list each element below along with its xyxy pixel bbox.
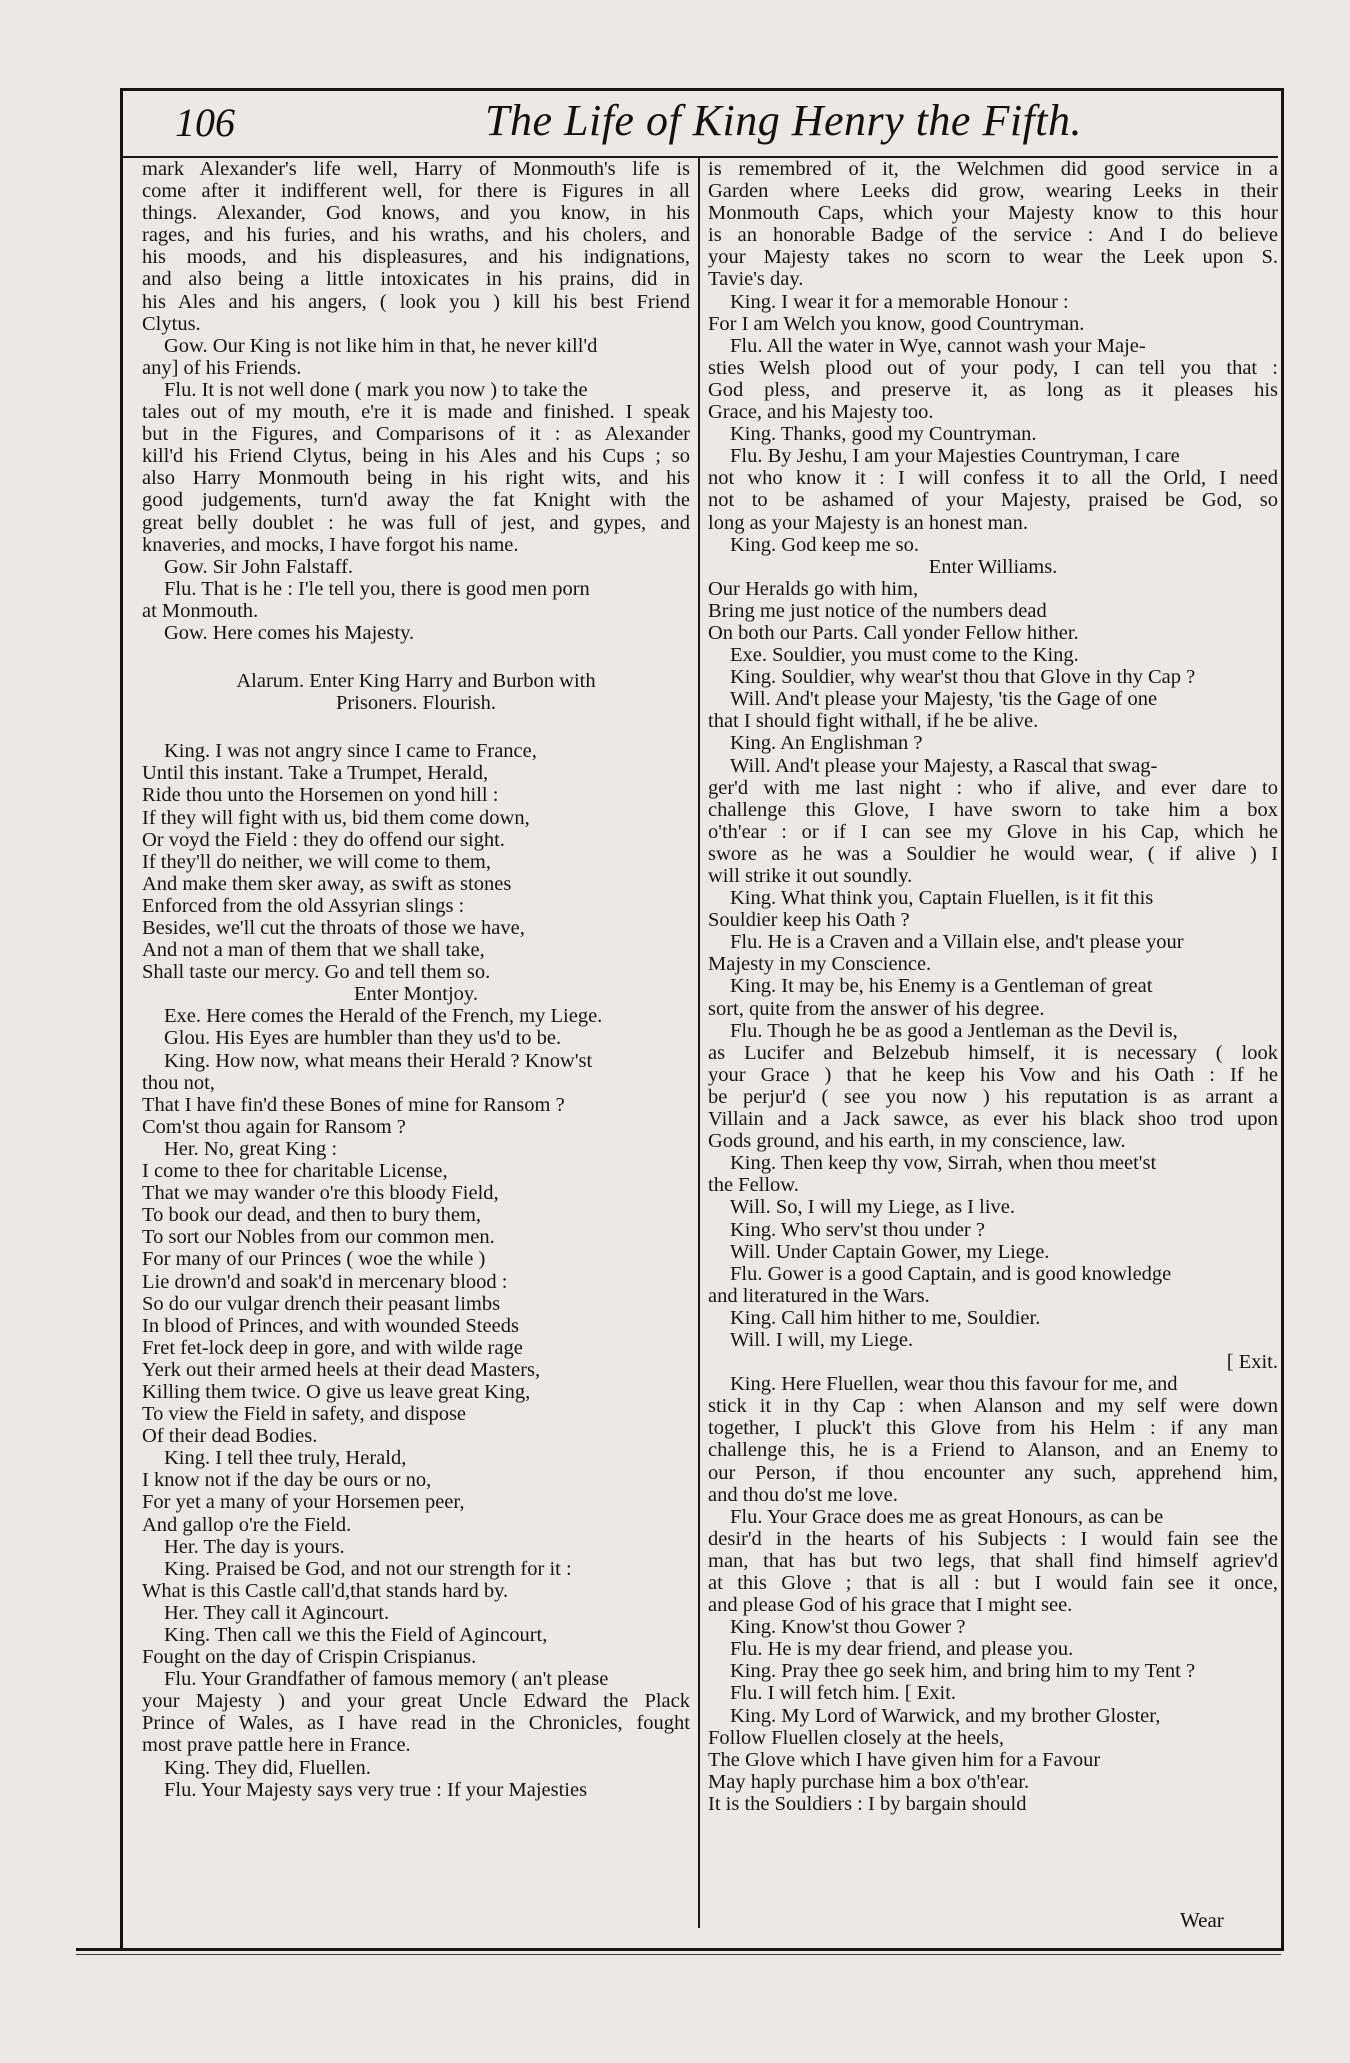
text-line: Enter Montjoy. bbox=[354, 983, 478, 1006]
text-line: Enter Williams. bbox=[928, 555, 1058, 578]
text-line: Flu. He is a Craven and a Villain else, and't please your bbox=[730, 931, 1184, 954]
text-line: tales out of my mouth, e're it is made and finished. I speak bbox=[142, 401, 690, 424]
text-line: Flu. He is my dear friend, and please you. bbox=[730, 1638, 1074, 1661]
text-line: King. How now, what means their Herald ? Know'st bbox=[164, 1049, 593, 1072]
text-line: Or voyd the Field : they do offend our sight. bbox=[142, 828, 505, 851]
text-line: I know not if the day be ours or no, bbox=[142, 1469, 432, 1492]
text-line: Yerk out their armed heels at their dead Masters, bbox=[142, 1358, 541, 1381]
text-line: Gow. Our King is not like him in that, he never kill'd bbox=[164, 334, 598, 357]
text-line: sort, quite from the answer of his degree. bbox=[708, 997, 1045, 1020]
page-number: 106 bbox=[175, 100, 235, 145]
text-line bbox=[142, 714, 690, 740]
text-line: Flu. All the water in Wye, cannot wash your Maje- bbox=[730, 334, 1146, 357]
text-line: swore as he was a Souldier he would wear, ( if alive ) I bbox=[708, 842, 1278, 865]
text-line: Prince of Wales, as I have read in the Chronicles, fought bbox=[142, 1712, 690, 1735]
text-line: and literatured in the Wars. bbox=[708, 1284, 930, 1307]
text-line: To view the Field in safety, and dispose bbox=[142, 1403, 467, 1426]
text-line: Monmouth Caps, which your Majesty know to this hour bbox=[708, 202, 1278, 225]
text-line: and please God of his grace that I might see. bbox=[708, 1594, 1073, 1617]
text-line: [ Exit. bbox=[1226, 1351, 1278, 1374]
text-line: our Person, if thou encounter any such, apprehend him, bbox=[708, 1461, 1278, 1484]
text-line: Clytus. bbox=[142, 312, 201, 335]
text-line: the Fellow. bbox=[708, 1174, 799, 1197]
text-line: King. Pray thee go seek him, and bring him to my Tent ? bbox=[730, 1660, 1196, 1683]
text-line: most prave pattle here in France. bbox=[142, 1734, 411, 1757]
text-line: Our Heralds go with him, bbox=[708, 577, 919, 600]
text-line: Her. No, great King : bbox=[164, 1137, 338, 1160]
text-line: And gallop o're the Field. bbox=[142, 1513, 352, 1536]
text-line: Of their dead Bodies. bbox=[142, 1425, 318, 1448]
text-line: Flu. That is he : I'le tell you, there is good men porn bbox=[164, 577, 590, 600]
text-line: Ride thou unto the Horsemen on yond hill : bbox=[142, 784, 499, 807]
text-line: any] of his Friends. bbox=[142, 356, 302, 379]
text-line bbox=[142, 644, 690, 670]
text-line: will strike it out soundly. bbox=[708, 865, 913, 887]
text-line: King. Know'st thou Gower ? bbox=[730, 1616, 966, 1639]
text-line: May haply purchase him a box o'th'ear. bbox=[708, 1770, 1030, 1793]
text-line: your Majesty ) and your great Uncle Edward the Plack bbox=[142, 1690, 690, 1713]
bottom-rule-thin bbox=[76, 1954, 1281, 1955]
text-line: Will. And't please your Majesty, 'tis the Gage of one bbox=[730, 688, 1158, 711]
text-line: King. An Englishman ? bbox=[730, 732, 923, 755]
text-line: your Grace ) that he keep his Vow and his Oath : If he bbox=[708, 1063, 1278, 1086]
text-line: good judgements, turn'd away the fat Knight with the bbox=[142, 489, 690, 512]
text-line: If they will fight with us, bid them come down, bbox=[142, 806, 530, 829]
text-line: Enforced from the old Assyrian slings : bbox=[142, 894, 465, 917]
text-line: On both our Parts. Call yonder Fellow hither. bbox=[708, 621, 1079, 644]
text-line: challenge this, he is a Friend to Alanson, and an Enemy to bbox=[708, 1439, 1278, 1462]
text-line: that I should fight withall, if he be alive. bbox=[708, 710, 1039, 733]
text-line: Com'st thou again for Ransom ? bbox=[142, 1115, 406, 1138]
text-line: thou not, bbox=[142, 1071, 215, 1094]
text-line: King. I tell thee truly, Herald, bbox=[164, 1447, 407, 1470]
text-line: Gow. Here comes his Majesty. bbox=[164, 621, 415, 644]
bottom-rule bbox=[76, 1948, 1281, 1951]
text-line: King. They did, Fluellen. bbox=[164, 1756, 371, 1779]
text-line: Flu. I will fetch him. [ Exit. bbox=[730, 1682, 957, 1705]
text-line: Exe. Souldier, you must come to the King. bbox=[730, 644, 1079, 667]
text-line: Souldier keep his Oath ? bbox=[708, 909, 910, 932]
right-column bbox=[708, 158, 1278, 1815]
text-line: but in the Figures, and Comparisons of it : as Alexander bbox=[142, 423, 690, 446]
text-line: Exe. Here comes the Herald of the French, my Liege. bbox=[164, 1005, 603, 1028]
text-line: King. Praised be God, and not our strength for it : bbox=[164, 1557, 572, 1580]
text-line: stick it in thy Cap : when Alanson and my self were down bbox=[708, 1395, 1278, 1418]
text-line: Grace, and his Majesty too. bbox=[708, 401, 934, 424]
text-line: Will. So, I will my Liege, as I live. bbox=[730, 1196, 1015, 1219]
left-column bbox=[142, 158, 690, 1801]
text-line: It is the Souldiers : I by bargain should bbox=[708, 1792, 1027, 1815]
text-line: Bring me just notice of the numbers dead bbox=[708, 599, 1047, 622]
text-line: and also being a little intoxicates in his prains, did in bbox=[142, 268, 690, 291]
text-line: King. Thanks, good my Countryman. bbox=[730, 423, 1037, 446]
text-line: together, I pluck't this Glove from his Helm : if any man bbox=[708, 1417, 1278, 1440]
running-title: The Life of King Henry the Fifth. bbox=[485, 96, 1083, 145]
text-line: Will. I will, my Liege. bbox=[730, 1328, 914, 1351]
text-line: Glou. His Eyes are humbler than they us'd to be. bbox=[164, 1027, 562, 1050]
text-line: Flu. Your Majesty says very true : If your Majesties bbox=[164, 1778, 588, 1801]
text-line: things. Alexander, God knows, and you know, in his bbox=[142, 202, 690, 225]
text-line: desir'd in the hearts of his Subjects : I would fain see the bbox=[708, 1527, 1278, 1550]
text-line: great belly doublet : he was full of jest, and gypes, and bbox=[142, 511, 690, 534]
text-line: not to be ashamed of your Majesty, praised be God, so bbox=[708, 489, 1278, 512]
text-line: Lie drown'd and soak'd in mercenary blood : bbox=[142, 1270, 508, 1293]
text-line: King. God keep me so. bbox=[730, 533, 920, 556]
text-line: King. I was not angry since I came to France, bbox=[164, 740, 537, 763]
text-line: Her. They call it Agincourt. bbox=[164, 1601, 390, 1624]
text-line: That I have fin'd these Bones of mine for Ransom ? bbox=[142, 1093, 565, 1116]
text-line: not who know it : I will confess it to all the Orld, I need bbox=[708, 467, 1278, 490]
text-line: For I am Welch you know, good Countryman. bbox=[708, 312, 1085, 335]
text-line: come after it indifferent well, for there is Figures in all bbox=[142, 180, 690, 203]
text-line: as Lucifer and Belzebub himself, it is necessary ( look bbox=[708, 1041, 1278, 1064]
text-line: Gods ground, and his earth, in my conscience, law. bbox=[708, 1130, 1126, 1153]
text-line: long as your Majesty is an honest man. bbox=[708, 511, 1028, 534]
text-line: Until this instant. Take a Trumpet, Herald, bbox=[142, 762, 489, 785]
text-line: Flu. Your Grace does me as great Honours, as can be bbox=[730, 1505, 1164, 1528]
page-header bbox=[120, 95, 1278, 155]
text-line: King. I wear it for a memorable Honour : bbox=[730, 290, 1069, 313]
text-line: Garden where Leeks did grow, wearing Leeks in their bbox=[708, 180, 1278, 203]
text-line: Flu. Your Grandfather of famous memory ( an't please bbox=[164, 1668, 609, 1691]
text-line: King. Who serv'st thou under ? bbox=[730, 1218, 985, 1241]
text-line: your Majesty takes no scorn to wear the Leek upon S. bbox=[708, 246, 1278, 269]
text-line: Flu. It is not well done ( mark you now ) to take the bbox=[164, 378, 588, 401]
text-line: Will. Under Captain Gower, my Liege. bbox=[730, 1240, 1050, 1263]
text-line: Alarum. Enter King Harry and Burbon with bbox=[236, 670, 596, 693]
text-line: To book our dead, and then to bury them, bbox=[142, 1204, 482, 1227]
text-line: Majesty in my Conscience. bbox=[708, 953, 932, 976]
text-line: at Monmouth. bbox=[142, 599, 259, 622]
text-line: Gow. Sir John Falstaff. bbox=[164, 555, 354, 578]
text-line: King. My Lord of Warwick, and my brother Gloster, bbox=[730, 1704, 1161, 1727]
text-line: at this Glove ; that is all : but I would fain see it once, bbox=[708, 1572, 1278, 1594]
text-line: Will. And't please your Majesty, a Rascal that swag- bbox=[730, 754, 1158, 777]
text-line: Flu. Though he be as good a Jentleman as the Devil is, bbox=[730, 1019, 1178, 1042]
text-line: In blood of Princes, and with wounded Steeds bbox=[142, 1314, 519, 1337]
text-line: is an honorable Badge of the service : And I do believe bbox=[708, 224, 1278, 247]
text-line: God pless, and preserve it, as long as it pleases his bbox=[708, 378, 1278, 401]
text-line: is remembred of it, the Welchmen did good service in a bbox=[708, 158, 1278, 180]
text-line: knaveries, and mocks, I have forgot his name. bbox=[142, 533, 519, 556]
text-line: And not a man of them that we shall take, bbox=[142, 939, 485, 962]
text-line: and thou do'st me love. bbox=[708, 1483, 898, 1506]
text-line: King. It may be, his Enemy is a Gentleman of great bbox=[730, 975, 1153, 998]
text-line: Prisoners. Flourish. bbox=[335, 692, 497, 715]
catchword: Wear bbox=[1180, 1908, 1224, 1932]
text-line: For many of our Princes ( woe the while ) bbox=[142, 1248, 486, 1271]
text-line: King. Call him hither to me, Souldier. bbox=[730, 1306, 1041, 1329]
text-line: King. Here Fluellen, wear thou this favour for me, and bbox=[730, 1373, 1178, 1396]
text-line: challenge this Glove, I have sworn to take him a box bbox=[708, 798, 1278, 821]
text-line: For yet a many of your Horsemen peer, bbox=[142, 1491, 465, 1514]
text-line: his Ales and his angers, ( look you ) kill his best Friend bbox=[142, 290, 690, 313]
text-line: Besides, we'll cut the throats of those we have, bbox=[142, 917, 525, 939]
text-line: Flu. Gower is a good Captain, and is good knowledge bbox=[730, 1262, 1172, 1285]
text-line: King. Souldier, why wear'st thou that Glove in thy Cap ? bbox=[730, 666, 1196, 689]
text-line: To sort our Nobles from our common men. bbox=[142, 1226, 495, 1249]
text-line: o'th'ear : or if I can see my Glove in his Cap, which he bbox=[708, 820, 1278, 843]
text-line: Fought on the day of Crispin Crispianus. bbox=[142, 1646, 477, 1669]
text-line: Villain and a Jack sawce, as ever his black shoo trod upon bbox=[708, 1108, 1278, 1131]
text-line: King. Then keep thy vow, Sirrah, when thou meet'st bbox=[730, 1152, 1157, 1175]
text-line: ger'd with me last night : who if alive, and ever dare to bbox=[708, 776, 1278, 799]
text-line: Killing them twice. O give us leave great King, bbox=[142, 1380, 531, 1403]
text-line: I come to thee for charitable License, bbox=[142, 1160, 448, 1183]
text-line: King. Then call we this the Field of Agincourt, bbox=[164, 1624, 548, 1646]
text-line: rages, and his furies, and his wraths, and his cholers, and bbox=[142, 224, 690, 247]
text-line: King. What think you, Captain Fluellen, is it fit this bbox=[730, 887, 1154, 910]
text-line: mark Alexander's life well, Harry of Monmouth's life is bbox=[142, 158, 690, 180]
text-line: What is this Castle call'd,that stands hard by. bbox=[142, 1579, 509, 1602]
text-line: Fret fet-lock deep in gore, and with wilde rage bbox=[142, 1336, 523, 1359]
text-line: Tavie's day. bbox=[708, 268, 804, 291]
text-line: Follow Fluellen closely at the heels, bbox=[708, 1726, 1005, 1749]
text-line: If they'll do neither, we will come to them, bbox=[142, 850, 492, 873]
text-line: also Harry Monmouth being in his right wits, and his bbox=[142, 467, 690, 490]
text-line: Shall taste our mercy. Go and tell them so. bbox=[142, 961, 491, 984]
text-line: man, that has but two legs, that shall find himself agriev'd bbox=[708, 1549, 1278, 1572]
text-line: his moods, and his displeasures, and his indignations, bbox=[142, 246, 690, 269]
text-line: Flu. By Jeshu, I am your Majesties Countryman, I care bbox=[730, 445, 1180, 468]
text-line: Her. The day is yours. bbox=[164, 1535, 345, 1558]
text-line: sties Welsh plood out of your pody, I can tell you that : bbox=[708, 356, 1278, 379]
column-divider bbox=[698, 158, 700, 1928]
text-line: The Glove which I have given him for a Favour bbox=[708, 1748, 1101, 1771]
text-line: And make them sker away, as swift as stones bbox=[142, 872, 512, 895]
text-line: kill'd his Friend Clytus, being in his Ales and his Cups ; so bbox=[142, 445, 690, 468]
text-line: be perjur'd ( see you now ) his reputation is as arrant a bbox=[708, 1085, 1278, 1108]
text-line: So do our vulgar drench their peasant limbs bbox=[142, 1292, 501, 1315]
text-line: That we may wander o're this bloody Field, bbox=[142, 1182, 499, 1205]
